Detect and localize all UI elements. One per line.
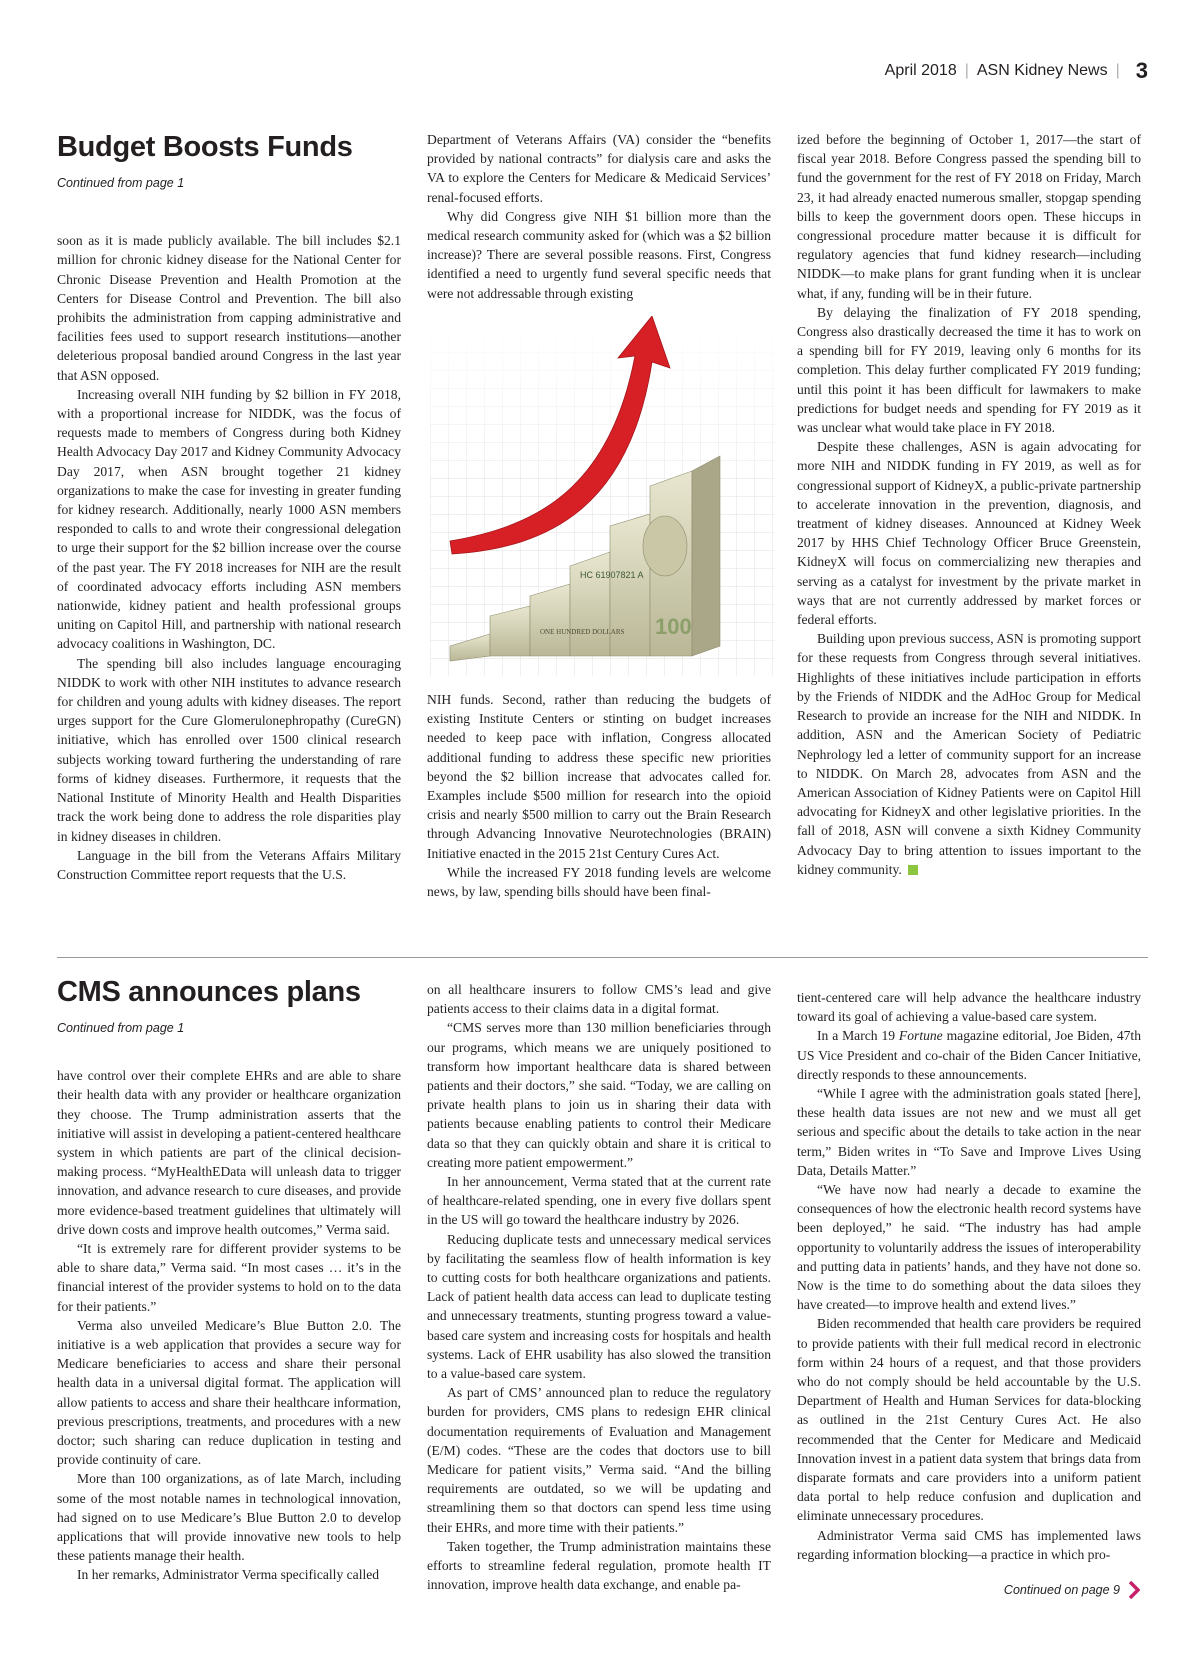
paragraph: Why did Congress give NIH $1 billion more than the medical research community asked for (which was a $2 billion increase)? There are several possible reasons. First, Congress identified a need to urgently fund several specific needs that were not addressable through existing bbox=[427, 208, 771, 301]
paragraph: Administrator Verma said CMS has implemented laws regarding information blocking—a practice in which pro- bbox=[797, 1527, 1141, 1562]
banknote-value: 100 bbox=[655, 614, 692, 639]
running-header bbox=[885, 58, 1148, 84]
article1-continued-from: Continued from page 1 bbox=[57, 176, 185, 190]
article1-column-2-bottom bbox=[427, 690, 771, 901]
header-separator: | bbox=[1115, 62, 1120, 79]
paragraph: While the increased FY 2018 funding levels are welcome news, by law, spending bills should have been final- bbox=[427, 864, 771, 900]
paragraph: ized before the beginning of October 1, 2017—the start of fiscal year 2018. Before Congress passed the spending bill to fund the government for the rest of FY 2018 on Friday, March 23, it had already enacted numerous smaller, stopgap spending bills to keep the government doors open. These hiccups in congressional procedure matter because it is difficult for regulatory agencies that fund kidney research—including NIDDK—to make plans for grant funding when it is unclear what, if any, funding will be in their future. bbox=[797, 132, 1141, 301]
paragraph: Reducing duplicate tests and unnecessary medical services by facilitating the seamless flow of health information is key to cutting costs for both healthcare organizations and patients. Lack of patient health data access can lead to duplicate testing and unnecessary treatments, stunting progress toward a value-based care system and increasing costs for hospitals and health systems. Lack of EHR usability has also slowed the transition to a value-based care system. bbox=[427, 1231, 771, 1382]
paragraph: “CMS serves more than 130 million beneficiaries through our programs, which means we are uniquely positioned to transform how important healthcare data is shared between patients and their doctors,” she said. “Today, we are calling on private health plans to join us in sharing their data with patients because enabling patients to control their Medicare data so that they can quickly obtain and share it is critical to creating more patient empowerment.” bbox=[427, 1020, 771, 1170]
banknote-serial: HC 61907821 A bbox=[580, 570, 644, 580]
article2-column-1 bbox=[57, 975, 401, 1585]
paragraph bbox=[797, 629, 1141, 879]
paragraph-text: magazine editorial, Joe Biden, 47th US Vice President and co-chair of the Biden Cancer Initiative, directly responds to these announcements. bbox=[797, 1028, 1142, 1082]
continued-on-text: Continued on page 9 bbox=[1003, 1583, 1120, 1597]
paragraph bbox=[797, 1026, 1141, 1084]
end-of-article-mark bbox=[908, 865, 918, 875]
paragraph: More than 100 organizations, as of late March, including some of the most notable names in technological innovation, had signed on to use Medicare’s Blue Button 2.0 to develop applications that will provide innovative new tools to help these patients manage their health. bbox=[57, 1471, 401, 1564]
paragraph: soon as it is made publicly available. The bill includes $2.1 million for chronic kidney disease for the National Center for Chronic Disease Prevention and Health Promotion at the Centers for Disease Control and Prevention. The bill also prohibits the administration from capping administrative and facilities fees used to support research institutions—another deleterious proposal bandied around Congress in the last year that ASN opposed. bbox=[57, 233, 401, 383]
banknote-side bbox=[692, 456, 720, 656]
paragraph-text: In a March 19 bbox=[817, 1028, 899, 1044]
paragraph: The spending bill also includes language encouraging NIDDK to work with other NIH institutes to advance research for children and young adults with kidney diseases. The report urges support for the Cure Glomerulonephropathy (CureGN) initiative, which has enrolled over 1500 clinical research subjects working toward furthering the understanding of rare forms of kidney diseases. Furthermore, it requests that the National Institute of Minority Health and Health Disparities track the work being done to address the role disparities play in kidney diseases in children. bbox=[57, 655, 401, 844]
paragraph: on all healthcare insurers to follow CMS’s lead and give patients access to their claims data in a digital format. bbox=[427, 982, 771, 1017]
money-growth-illustration bbox=[430, 316, 775, 676]
page-number: 3 bbox=[1135, 58, 1148, 83]
money-growth-graphic bbox=[430, 316, 775, 676]
article2-column-2 bbox=[427, 980, 771, 1595]
paragraph: Verma also unveiled Medicare’s Blue Button 2.0. The initiative is a web application that provides a secure way for Medicare beneficiaries to access and share their personal health data in a universal digital format. The application will allow patients to access and share their healthcare information, previous prescriptions, treatments, and procedures with a new doctor; such sharing can reduce duplication in testing and provide continuity of care. bbox=[57, 1317, 401, 1468]
issue-date: April 2018 bbox=[884, 62, 957, 79]
header-separator: | bbox=[964, 62, 969, 79]
paragraph: tient-centered care will help advance the healthcare industry toward its goal of achieving a value-based care system. bbox=[797, 990, 1141, 1025]
article1-column-3 bbox=[797, 130, 1141, 879]
paragraph: Department of Veterans Affairs (VA) consider the “benefits provided by national contracts” for dialysis care and asks the VA to explore the Centers for Medicare & Medicaid Services’ renal-focused efforts. bbox=[427, 132, 771, 205]
article2-column-3 bbox=[797, 988, 1141, 1564]
publication-name: ASN Kidney News bbox=[976, 62, 1108, 79]
paragraph: Increasing overall NIH funding by $2 billion in FY 2018, with a proportional increase for NIDDK, was the focus of requests made to members of Congress during both Kidney Health Advocacy Day 2017 and Kidney Community Advocacy Day 2017, when ASN brought together 21 kidney organizations to make the case for investing in greater funding for kidney research. Additionally, nearly 1000 ASN members responded to calls to and wrote their congressional delegation to urge their support for the $2 billion increase over the course of the past year. The FY 2018 increases for NIH are the result of coordinated advocacy efforts including ASN members nationwide, kidney patient and health professional groups uniting on Capitol Hill, and partnership with national research advocacy coalitions in Washington, DC. bbox=[57, 386, 401, 652]
continued-on-link[interactable] bbox=[1004, 1581, 1140, 1599]
banknote-step bbox=[530, 584, 570, 656]
paragraph: have control over their complete EHRs and are able to share their health data with any provider or healthcare organization they choose. The Trump administration asserts that the initiative will assist in developing a patient-centered healthcare system in which patients are part of the clinical decision-making process. “MyHealthEData will unleash data to trigger innovation, and advance research to cure diseases, and provide more evidence-based treatment guidelines that ultimately will drive down costs and improve health outcomes,” Verma said. bbox=[57, 1068, 401, 1237]
paragraph: In her remarks, Administrator Verma specifically called bbox=[77, 1567, 380, 1583]
banknote-step bbox=[570, 552, 610, 656]
paragraph: Taken together, the Trump administration maintains these efforts to streamline federal regulation, promote health IT innovation, improve health data exchange, and enable pa- bbox=[427, 1538, 771, 1593]
paragraph: “It is extremely rare for different provider systems to be able to share data,” Verma said. “In most cases … it’s in the financial interest of the provider systems to hold on to the data for their patients.” bbox=[57, 1241, 401, 1314]
magazine-title: Fortune bbox=[898, 1028, 943, 1044]
paragraph: NIH funds. Second, rather than reducing the budgets of existing Institute Centers or stinting on budget increases needed to keep pace with inflation, Congress allocated additional funding to address these specific new priorities beyond the $2 billion increase that advocates called for. Examples include $500 million for research into the opioid crisis and nearly $500 million to carry out the Brain Research through Advancing Innovative Neurotechnologies (BRAIN) Initiative enacted in the 2015 21st Century Cures Act. bbox=[427, 692, 771, 861]
banknote-portrait bbox=[643, 516, 687, 576]
article1-column-1 bbox=[57, 130, 401, 884]
paragraph: Despite these challenges, ASN is again advocating for more NIH and NIDDK funding in FY 2019, as well as for congressional support of KidneyX, a public-private partnership to accelerate innovation in the prevention, diagnosis, and treatment of kidney diseases. Announced at Kidney Week 2017 by HHS Chief Technology Officer Bruce Greenstein, KidneyX will focus on commercializing new therapies and serving as a catalyst for investment by the private market in ways that are not currently addressed by market forces or federal efforts. bbox=[797, 439, 1141, 628]
article1-headline: Budget Boosts Funds bbox=[57, 131, 353, 163]
article2-headline: CMS announces plans bbox=[57, 976, 361, 1008]
paragraph: By delaying the finalization of FY 2018 spending, Congress also drastically decreased the time it has to work on a spending bill for FY 2019, leaving only 6 months for its completion. This delay further complicated FY 2019 funding; until this point it has been difficult for lawmakers to make predictions for budget needs and spending for FY 2019 as it was unclear what would take place in FY 2018. bbox=[797, 304, 1141, 436]
article2-continued-from: Continued from page 1 bbox=[57, 1021, 185, 1035]
paragraph: In her announcement, Verma stated that at the current rate of healthcare-related spending, one in every five dollars spent in the US will go toward the healthcare industry by 2026. bbox=[427, 1174, 771, 1228]
section-divider bbox=[57, 957, 1148, 958]
paragraph: “While I agree with the administration goals stated [here], these health data issues are not new and we must all get serious and specific about the details to take action in the near term,” Biden writes in “To Save and Improve Lives Using Data, Details Matter.” bbox=[797, 1086, 1141, 1178]
paragraph: “We have now had nearly a decade to examine the consequences of how the electronic health record systems have been deployed,” he said. “The industry has had ample opportunity to voluntarily address the issues of interoperability and putting data in patients’ hands, and they have not done so. Now is the time to do something about the data siloes they have created—to improve health and extend lives.” bbox=[797, 1182, 1141, 1313]
paragraph-text: Building upon previous success, ASN is promoting support for these requests from Congress through several initiatives. Highlights of these initiatives include participation in efforts by the Friends of NIDDK and the AdHoc Group for Medical Research to provide an increase for the NIH and NIDDK. In addition, ASN and the American Society of Pediatric Nephrology led a letter of community support for an increase to NIDDK. On March 28, advocates from ASN and the American Association of Kidney Patients were on Capitol Hill advocating for KidneyX and other legislative priorities. In the fall of 2018, ASN will convene a sixth Kidney Community Advocacy Day to bring attention to issues important to the kidney community. bbox=[797, 631, 1141, 877]
banknote-denomination-words: ONE HUNDRED DOLLARS bbox=[540, 628, 625, 636]
paragraph: Biden recommended that health care providers be required to provide patients with their full medical record in electronic form within 24 hours of a request, and that those providers who do not comply should be held accountable by the U.S. Department of Health and Human Services for data-blocking as outlined in the 21st Century Cures Act. He also recommended that the Center for Medicare and Medicaid Innovation invest in a patient data system that brings data from disparate formats and care providers into a uniform patient data portal to help reduce confusion and duplication and eliminate unnecessary procedures. bbox=[797, 1316, 1141, 1524]
paragraph: As part of CMS’ announced plan to reduce the regulatory burden for providers, CMS plans to redesign EHR clinical documentation requirements of Evaluation and Management (E/M) codes. “These are the codes that doctors use to bill Medicare for patient visits,” Verma said. “And the billing requirements are outdated, so we will be updating and streamlining them so that doctors can spend less time using their EHRs, and more time with their patients.” bbox=[427, 1385, 771, 1535]
article1-column-2 bbox=[427, 130, 771, 303]
paragraph: Language in the bill from the Veterans Affairs Military Construction Committee report requests that the U.S. bbox=[57, 847, 401, 882]
chevron-right-icon bbox=[1128, 1581, 1140, 1599]
